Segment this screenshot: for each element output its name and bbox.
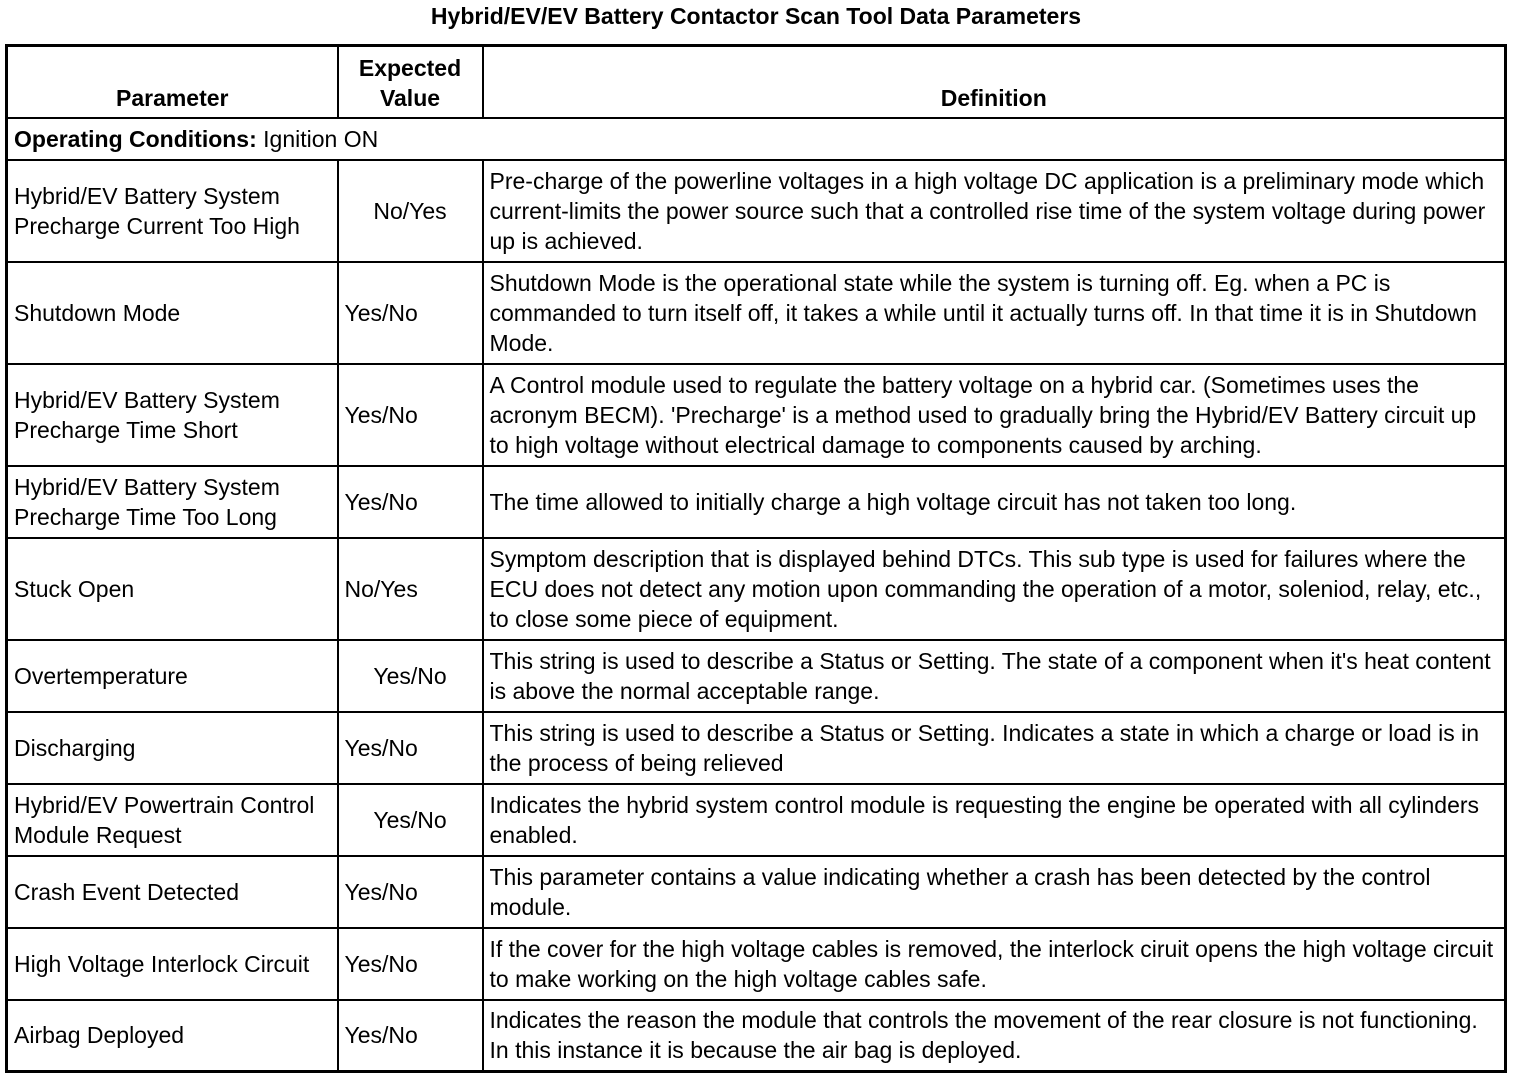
- parameter-cell: High Voltage Interlock Circuit: [7, 928, 338, 1000]
- header-parameter: Parameter: [7, 46, 338, 118]
- table-row: [7, 160, 1506, 262]
- definition-cell: Indicates the reason the module that controls the movement of the rear closure is not functioning. In this instance it is because the air bag is deployed.: [483, 1000, 1506, 1072]
- definition-cell: Symptom description that is displayed behind DTCs. This sub type is used for failures where the ECU does not detect any motion upon commanding the operation of a motor, soleniod, relay, etc., to close some piece of equipment.: [483, 538, 1506, 640]
- operating-conditions-row: [7, 118, 1506, 160]
- header-row: [7, 46, 1506, 118]
- expected-value-cell: Yes/No: [338, 856, 483, 928]
- expected-value-cell: Yes/No: [338, 466, 483, 538]
- header-expected-value: Expected Value: [338, 46, 483, 118]
- parameter-cell: Hybrid/EV Battery System Precharge Current Too High: [7, 160, 338, 262]
- parameter-cell: Stuck Open: [7, 538, 338, 640]
- page-title: Hybrid/EV/EV Battery Contactor Scan Tool Data Parameters: [430, 3, 1082, 29]
- expected-value-cell: Yes/No: [338, 928, 483, 1000]
- table-row: [7, 856, 1506, 928]
- parameter-cell: Crash Event Detected: [7, 856, 338, 928]
- definition-cell: Pre-charge of the powerline voltages in a high voltage DC application is a preliminary mode which current-limits the power source such that a controlled rise time of the system voltage during power up is achieved.: [483, 160, 1506, 262]
- definition-cell: This parameter contains a value indicating whether a crash has been detected by the control module.: [483, 856, 1506, 928]
- expected-value-cell: Yes/No: [338, 364, 483, 466]
- operating-conditions-value: Ignition ON: [256, 125, 379, 152]
- definition-cell: Indicates the hybrid system control module is requesting the engine be operated with all cylinders enabled.: [483, 784, 1506, 856]
- parameter-cell: Hybrid/EV Battery System Precharge Time Too Long: [7, 466, 338, 538]
- expected-value-cell: Yes/No: [338, 712, 483, 784]
- definition-cell: If the cover for the high voltage cables is removed, the interlock ciruit opens the high voltage circuit to make working on the high voltage cables safe.: [483, 928, 1506, 1000]
- table-row: [7, 640, 1506, 712]
- definition-cell: This string is used to describe a Status or Setting. The state of a component when it's heat content is above the normal acceptable range.: [483, 640, 1506, 712]
- operating-conditions-cell: [7, 118, 1506, 160]
- table-row: [7, 538, 1506, 640]
- parameter-cell: Shutdown Mode: [7, 262, 338, 364]
- table-row: [7, 262, 1506, 364]
- table-row: [7, 466, 1506, 538]
- parameter-cell: Hybrid/EV Battery System Precharge Time Short: [7, 364, 338, 466]
- table-row: [7, 364, 1506, 466]
- definition-cell: The time allowed to initially charge a high voltage circuit has not taken too long.: [483, 466, 1506, 538]
- table-row: [7, 928, 1506, 1000]
- expected-value-cell: No/Yes: [338, 538, 483, 640]
- parameter-cell: Overtemperature: [7, 640, 338, 712]
- table-row: [7, 784, 1506, 856]
- operating-conditions-label: Operating Conditions:: [14, 125, 257, 152]
- expected-value-cell: Yes/No: [338, 262, 483, 364]
- parameter-cell: Discharging: [7, 712, 338, 784]
- parameter-cell: Airbag Deployed: [7, 1000, 338, 1072]
- expected-value-cell: Yes/No: [338, 640, 483, 712]
- definition-cell: A Control module used to regulate the battery voltage on a hybrid car. (Sometimes uses the acronym BECM). 'Precharge' is a method used to gradually bring the Hybrid/EV Battery circuit up to high voltage without electrical damage to components caused by arching.: [483, 364, 1506, 466]
- definition-cell: This string is used to describe a Status or Setting. Indicates a state in which a charge or load is in the process of being relieved: [483, 712, 1506, 784]
- table-row: [7, 1000, 1506, 1072]
- header-definition: Definition: [483, 46, 1506, 118]
- parameter-cell: Hybrid/EV Powertrain Control Module Request: [7, 784, 338, 856]
- expected-value-cell: No/Yes: [338, 160, 483, 262]
- parameters-table: [5, 44, 1507, 1073]
- table-row: [7, 712, 1506, 784]
- expected-value-cell: Yes/No: [338, 1000, 483, 1072]
- definition-cell: Shutdown Mode is the operational state while the system is turning off. Eg. when a PC is commanded to turn itself off, it takes a while until it actually turns off. In that time it is in Shutdown Mode.: [483, 262, 1506, 364]
- expected-value-cell: Yes/No: [338, 784, 483, 856]
